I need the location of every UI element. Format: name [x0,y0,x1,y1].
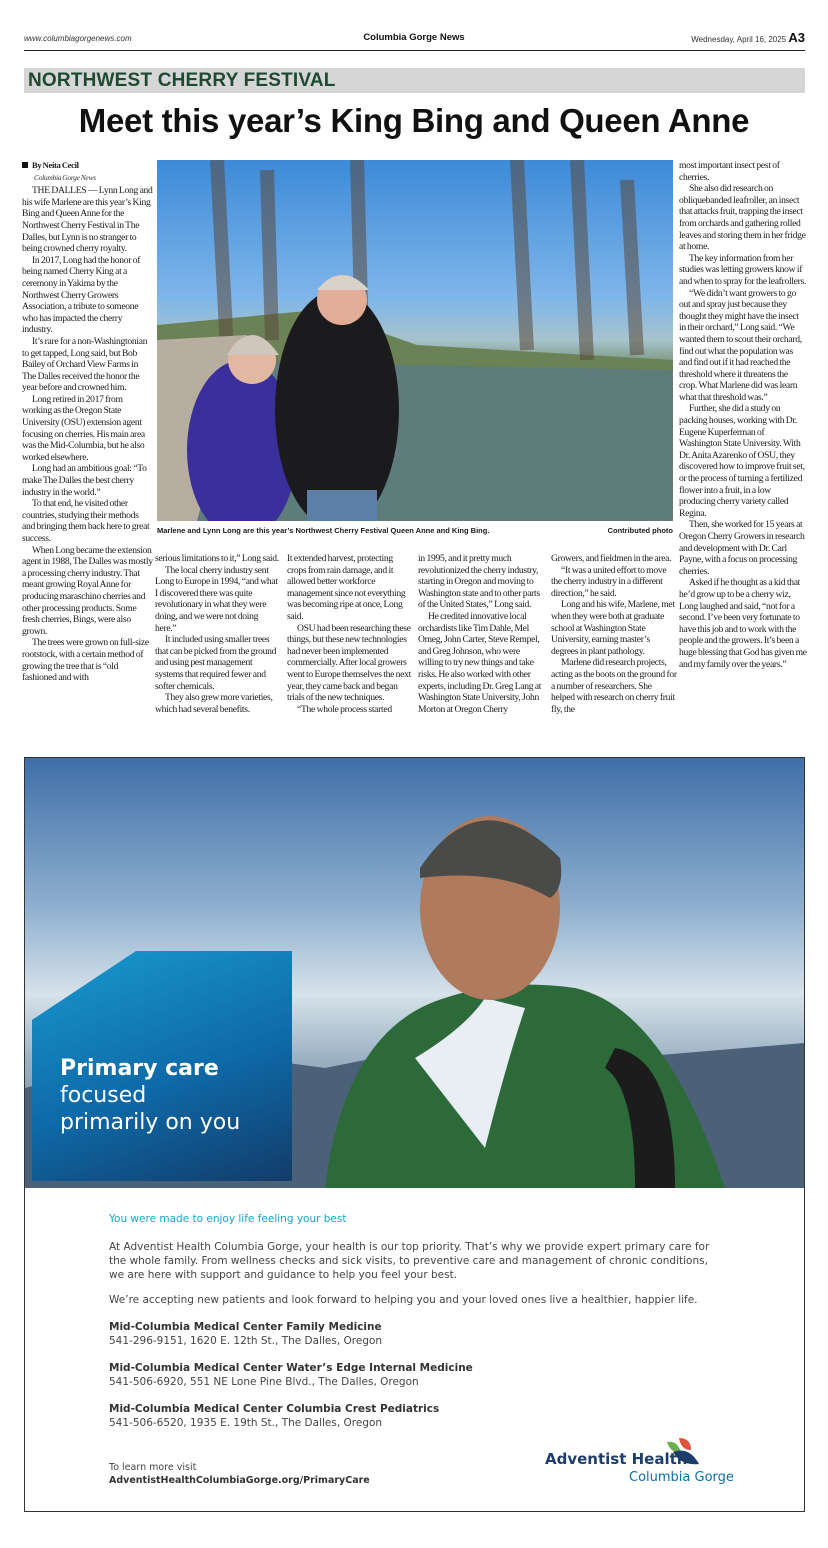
article-paragraph: Long and his wife, Marlene, met when they were both at graduate school at Washington State University, earning master’s degrees in plant pathology. [551,599,675,657]
website-url[interactable]: www.columbiagorgenews.com [24,34,132,43]
photo-caption [157,526,673,535]
location-detail: 541-506-6520, 1935 E. 19th St., The Dalles, Oregon [109,1417,383,1429]
paper-name: Columbia Gorge News [363,32,465,43]
article-paragraph: To that end, he visited other countries, studying their methods and bringing them back here to great success. [22,498,150,544]
article-paragraph: Long retired in 2017 from working as the Oregon State University (OSU) extension agent focusing on cherries. His main area was the Mid-Columbia, but he also worked elsewhere. [22,393,145,463]
header-rule [24,50,805,51]
location-item [109,1361,473,1389]
byline-org: Columbia Gorge News [34,172,96,182]
location-item [109,1320,473,1348]
logo-main-text: Adventist Health [545,1450,688,1468]
article-paragraph: He credited innovative local orchardists like Tim Dahle, Mel Omeg, John Carter, Steve Rempel, and Greg Johnson, who were willing to try new things and take risks. He also worked with other experts, including Dr. Greg Lang at Washington State University, John Morton at Oregon Cherry [418,610,542,715]
ad-tagline: You were made to enjoy life feeling your best [109,1213,347,1225]
ad-locations [109,1320,473,1430]
caption-text: Marlene and Lynn Long are this year’s Northwest Cherry Festival Queen Anne and King Bing. [157,526,490,535]
article-paragraph: Marlene did research projects, acting as the boots on the ground for a number of researchers. She helped with research on cherry fruit fly, the [551,657,677,715]
article-paragraph: They also grew more varieties, which had several benefits. [155,692,273,715]
ad-headline-bold: Primary care [60,1056,219,1081]
article-paragraph: It extended harvest, protecting crops from rain damage, and it allowed better workforce management since not everything was becoming ripe at once, Long said. [287,553,406,622]
issue-date: Wednesday, April 16, 2025 [691,35,787,44]
location-detail: 541-506-6920, 551 NE Lone Pine Blvd., The Dalles, Oregon [109,1376,419,1388]
ad-url-link[interactable]: AdventistHealthColumbiaGorge.org/PrimaryCare [109,1475,370,1486]
location-name: Mid-Columbia Medical Center Columbia Crest Pediatrics [109,1403,440,1415]
page-number: A3 [788,30,805,45]
location-detail: 541-296-9151, 1620 E. 12th St., The Dalles, Oregon [109,1335,383,1347]
article-paragraph: It’s rare for a non-Washingtonian to get tapped, Long said, but Bob Bailey of Orchard View Farms in The Dalles received the honor the year before and crowned him. [22,335,148,394]
article-paragraph: “It was a united effort to move the cherry industry in a different direction,” he said. [551,564,667,599]
article-column-4 [418,553,546,715]
article-column-2 [155,553,281,715]
article-paragraph: Further, she did a study on packing houses, working with Dr. Eugene Kuperferman of Washington State University. With Dr. Anita Azarenko of OSU, they discovered how to improve fruit set, or the process of turning a fertilized flower into a fruit, in a low producing cherry variety called Regina. [679,403,805,519]
article-paragraph: The key information from her studies was letting growers know if and when to spray for the leafrollers. [679,252,807,287]
date-page [691,30,805,45]
article-paragraph: Asked if he thought as a kid that he’d grow up to be a cherry wiz, Long laughed and said, “not for a second. I’ve been very fortunate to have this job and to work with the people and the growers. It’s been a huge blessing that God has given me and my family over the years.” [679,577,807,670]
location-name: Mid-Columbia Medical Center Water’s Edge Internal Medicine [109,1362,473,1374]
location-name: Mid-Columbia Medical Center Family Medicine [109,1321,382,1333]
article-paragraph: She also did research on obliquebanded leafroller, an insect that attacks fruit, trapping the insect from orchards and gathering rolled leaves and storing them in her fridge at home. [679,183,806,253]
ad-body-2: We’re accepting new patients and look forward to helping you and your loved ones live a healthier, happier life. [109,1294,698,1306]
ad-headline-rest: focused primarily on you [60,1083,241,1135]
article-column-5 [551,553,677,715]
article-paragraph: It included using smaller trees that can be picked from the ground and using pest management systems that required fewer and softer chemicals. [155,634,277,692]
article-paragraph: When Long became the extension agent in 1988, The Dalles was mostly a processing cherry industry. That meant growing Royal Anne for producing maraschino cherries and other processing products. Some fresh cherries, Bings, were also grown. [22,544,153,637]
location-item [109,1402,473,1430]
byline [22,160,153,172]
article-paragraph: Then, she worked for 15 years at Oregon Cherry Growers in research and development with Dr. Carl Payne, with a focus on processing cherries. [679,519,805,577]
article-paragraph: The local cherry industry sent Long to Europe in 1994, “and what I discovered there was quite revolutionary in what they were doing, and we were not doing here.” [155,564,278,634]
photo-credit: Contributed photo [607,526,673,535]
photo-couple-by-river [157,160,673,521]
article-column-6 [679,160,807,670]
article-column-1 [22,160,153,684]
article-paragraph: “We didn’t want growers to go out and spray just because they thought they might have the insect in their orchard,” Long said. “We wanted them to scout their orchard, find out what the population was and find out if it had reached the threshold where it threatens the crop. What Marlene did was learn what that threshold was.” [679,287,802,403]
article-paragraph: Long had an ambitious goal: “To make The Dalles the best cherry industry in the world.” [22,463,147,498]
byline-author: By Neita Cecil [32,160,79,170]
article-paragraph: Growers, and fieldmen in the area. [551,553,672,564]
ad-body-1: At Adventist Health Columbia Gorge, your health is our top priority. That’s why we provide expert primary care for the whole family. From wellness checks and sick visits, to preventive care and management of chronic conditions, we are here with support and guidance to help you feel your best. [109,1241,710,1281]
bullet-square-icon [22,162,28,168]
article-paragraph: “The whole process started [297,703,392,715]
logo-sub-text: Columbia Gorge [629,1470,734,1485]
article-paragraph: in 1995, and it pretty much revolutionized the cherry industry, starting in Oregon and moving to Washington state and to other parts of the United States,” Long said. [418,553,540,611]
headline: Meet this year’s King Bing and Queen Anne [78,102,750,139]
article-paragraph: most important insect pest of cherries. [679,160,780,183]
ad-headline [60,1055,250,1136]
article-paragraph: serious limitations to it,” Long said. [155,553,279,564]
learn-more-label: To learn more visit [109,1462,197,1473]
advertisement[interactable] [24,757,805,1512]
article-paragraph: In 2017, Long had the honor of being named Cherry King at a ceremony in Yakima by the Northwest Cherry Growers Association, a tribute to someone who has impacted the cherry industry. [22,254,141,336]
section-banner: NORTHWEST CHERRY FESTIVAL [24,68,805,93]
ad-photo [25,758,804,1188]
article-paragraph: THE DALLES — Lynn Long and his wife Marlene are this year’s King Bing and Queen Anne for the Northwest Cherry Festival in The Dalles, but Lynn is no stranger to being crowned cherry royalty. [22,185,153,255]
article-paragraph: The trees were grown on full-size rootstock, with a certain method of growing the tree that is “old fashioned and with [22,637,149,684]
article-photo [157,160,673,521]
ad-learn-more [109,1461,370,1487]
article-column-3 [287,553,413,715]
article-paragraph: OSU had been researching these things, but these new technologies had never been implemented commercially. After local growers went to Europe themselves the next year, they came back and began trials of the new techniques. [287,622,411,704]
